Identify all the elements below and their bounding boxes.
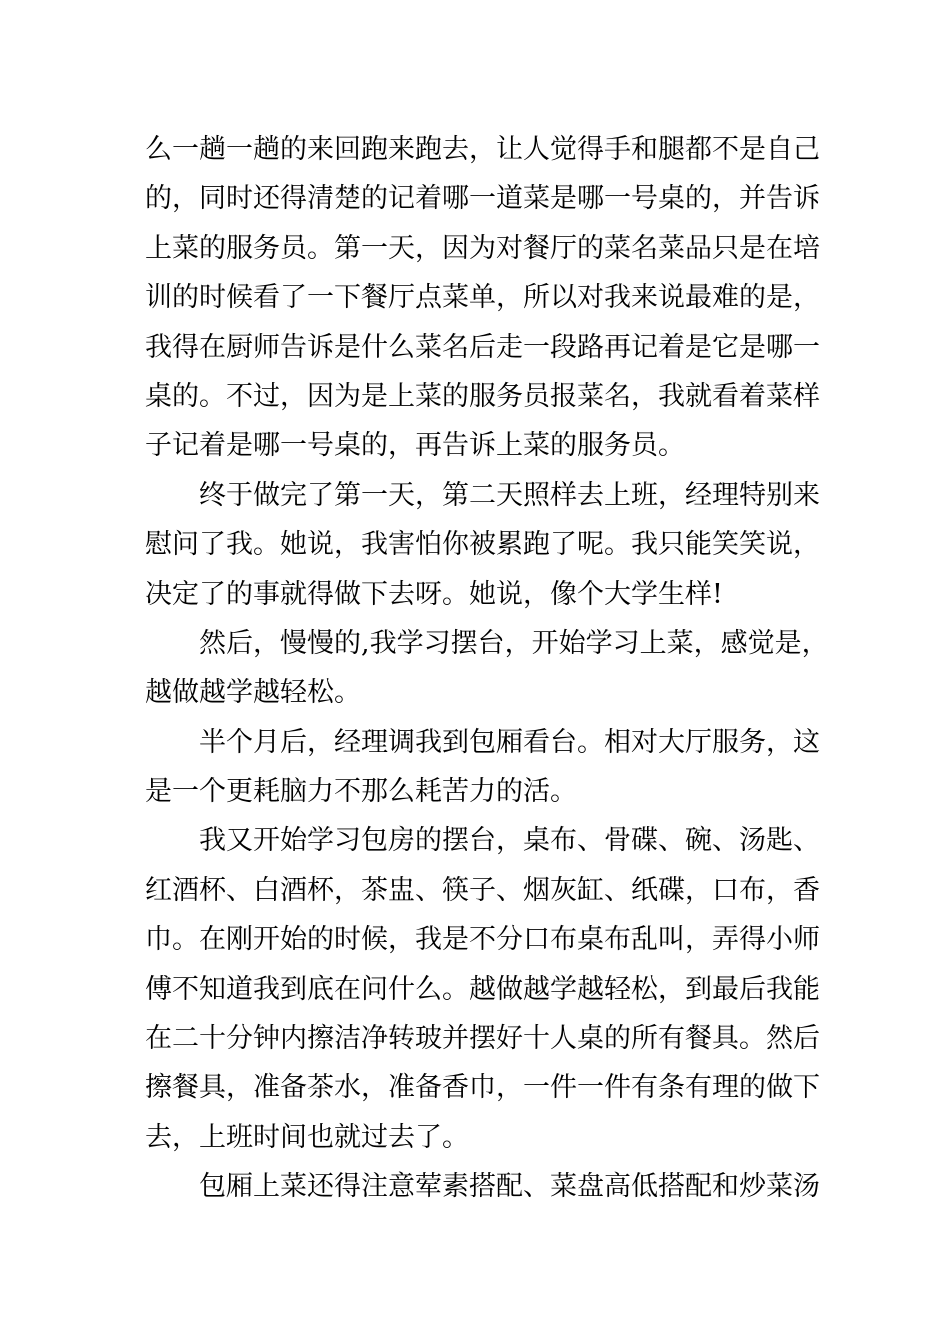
text-line: 我 又 开 始 学 习 包 房 的 摆 台 ， 桌 布 、 骨 碟 、 碗 、 汤 匙 、 [199,825,820,857]
text-line: 傅 不 知 道 我 到 底 在 问 什 么 。 越 做 越 学 越 轻 松 ， 到 最 后 我 能 [145,973,820,1005]
text-line: 去，上班时间也就过去了。 [145,1121,469,1153]
text-line: 然 后 ， 慢 慢 的 , 我 学 习 摆 台 ， 开 始 学 习 上 菜 ， 感 觉 是 ， [199,627,829,659]
text-line: 是一个更耗脑力不那么耗苦力的活。 [145,776,577,808]
text-line: 巾 。 在 刚 开 始 的 时 候 ， 我 是 不 分 口 布 桌 布 乱 叫 ， 弄 得 小 师 [145,924,820,956]
text-line: 半 个 月 后 ， 经 理 调 我 到 包 厢 看 台 。 相 对 大 厅 服 务 ， 这 [199,726,820,758]
text-line: 红 酒 杯 、 白 酒 杯 ， 茶 盅 、 筷 子 、 烟 灰 缸 、 纸 碟 ， 口 布 ， 香 [145,874,820,906]
text-line: 包 厢 上 菜 还 得 注 意 荤 素 搭 配 、 菜 盘 高 低 搭 配 和 炒 菜 汤 [199,1171,820,1203]
text-line: 的 ， 同 时 还 得 清 楚 的 记 着 哪 一 道 菜 是 哪 一 号 桌 的 ， 并 告 诉 [145,183,820,215]
text-line: 我 得 在 厨 师 告 诉 是 什 么 菜 名 后 走 一 段 路 再 记 着 是 它 是 哪 一 [145,331,820,363]
text-line: 越做越学越轻松。 [145,677,361,709]
text-line: 擦 餐 具 ， 准 备 茶 水 ， 准 备 香 巾 ， 一 件 一 件 有 条 有 理 的 做 下 [145,1072,820,1104]
text-line: 决定了的事就得做下去呀。她说，像个大学生样! [145,578,723,610]
text-line: 终 于 做 完 了 第 一 天 ， 第 二 天 照 样 去 上 班 ， 经 理 特 别 来 [199,479,820,511]
text-line: 在 二 十 分 钟 内 擦 洁 净 转 玻 并 摆 好 十 人 桌 的 所 有 餐 具 。 然 后 [145,1023,820,1055]
text-line: 子记着是哪一号桌的，再告诉上菜的服务员。 [145,430,685,462]
text-line: 训 的 时 候 看 了 一 下 餐 厅 点 菜 单 ， 所 以 对 我 来 说 最 难 的 是 ， [145,282,820,314]
text-line: 上 菜 的 服 务 员 。 第 一 天 ， 因 为 对 餐 厅 的 菜 名 菜 品 只 是 在 培 [145,232,820,264]
body-text [145,125,829,1212]
text-line: 么 一 趟 一 趟 的 来 回 跑 来 跑 去 ， 让 人 觉 得 手 和 腿 都 不 是 自 己 [145,134,820,165]
text-line: 慰 问 了 我 。 她 说 ， 我 害 怕 你 被 累 跑 了 呢 。 我 只 能 笑 笑 说 ， [145,529,820,561]
text-line: 桌 的 。 不 过 ， 因 为 是 上 菜 的 服 务 员 报 菜 名 ， 我 就 看 着 菜 样 [145,380,820,412]
